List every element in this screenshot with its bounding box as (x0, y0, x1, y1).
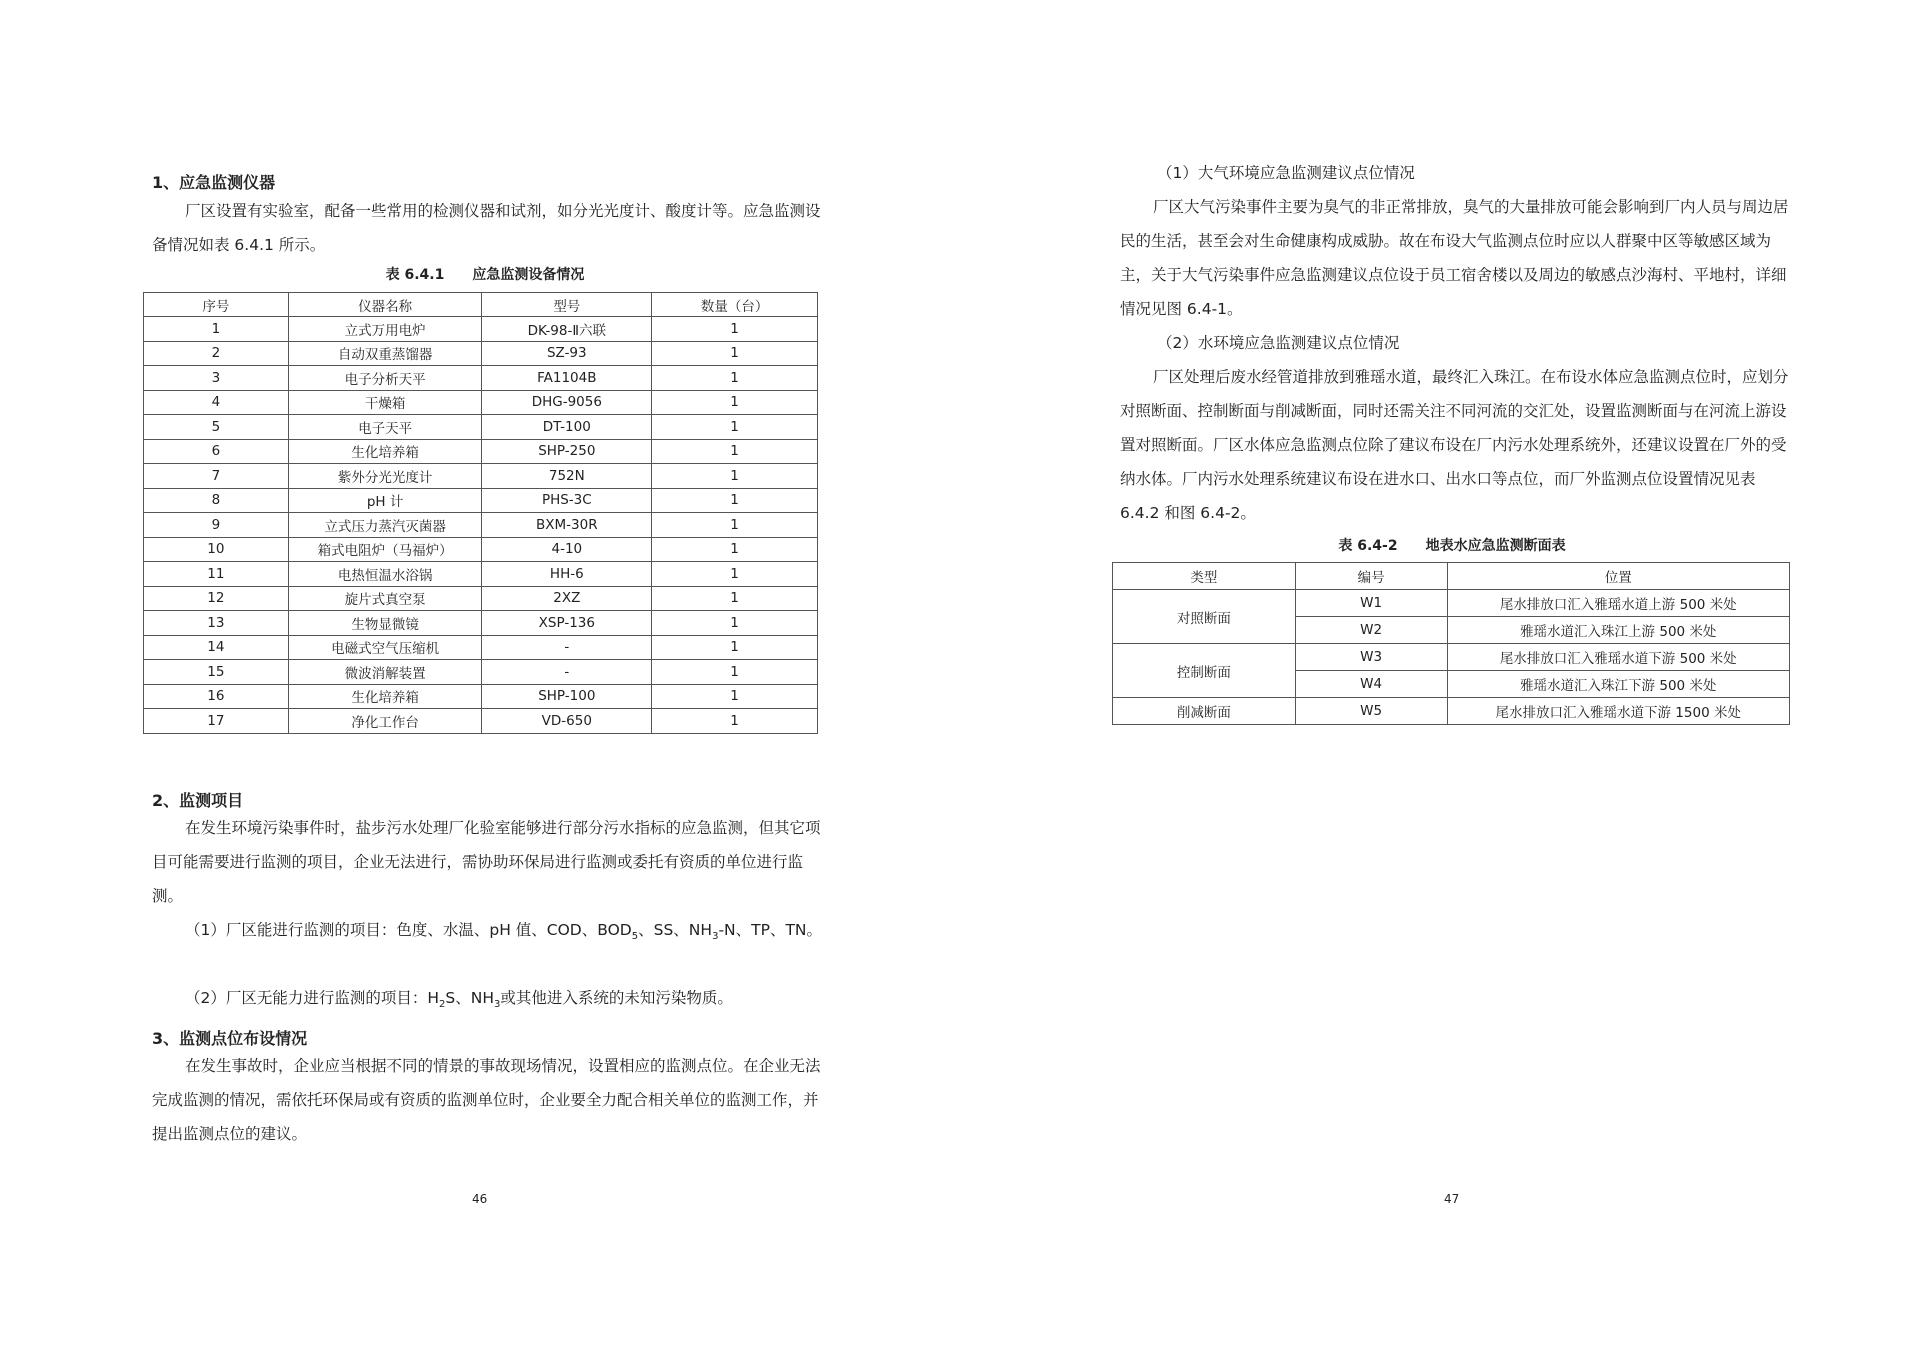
table-cell: VD-650 (482, 709, 652, 734)
table-cell: 2XZ (482, 586, 652, 611)
table-cell: 生化培养箱 (288, 684, 482, 709)
table-cell: DHG-9056 (482, 390, 652, 415)
table-row (144, 488, 818, 513)
table-cell: 雅瑶水道汇入珠江上游 500 米处 (1447, 617, 1790, 644)
table-cell: 净化工作台 (288, 709, 482, 734)
table-cell: W2 (1295, 617, 1447, 644)
table-cell: 1 (652, 439, 818, 464)
table-cell: 752N (482, 464, 652, 489)
table-header-cell: 仪器名称 (288, 293, 482, 317)
table-cell: 7 (144, 464, 289, 489)
table-cell: 4-10 (482, 537, 652, 562)
table-cell: DK-98-Ⅱ六联 (482, 317, 652, 342)
table-cell: 8 (144, 488, 289, 513)
section-3-title: 3、监测点位布设情况 (152, 1029, 308, 1048)
table-cell: 12 (144, 586, 289, 611)
table-cell: 3 (144, 366, 289, 391)
table-row (144, 709, 818, 734)
table-row (144, 439, 818, 464)
equipment-table (143, 292, 818, 734)
table-header-cell: 类型 (1113, 563, 1296, 590)
section-1-title: 1、应急监测仪器 (152, 173, 276, 192)
table-cell: 1 (652, 366, 818, 391)
table-cell: 1 (144, 317, 289, 342)
table-cell: 箱式电阻炉（马福炉） (288, 537, 482, 562)
table-cell: W3 (1295, 644, 1447, 671)
table-cell: W1 (1295, 590, 1447, 617)
table-cell: 自动双重蒸馏器 (288, 341, 482, 366)
table-row (144, 317, 818, 342)
table-cell: 10 (144, 537, 289, 562)
table-row (144, 366, 818, 391)
table-cell: 尾水排放口汇入雅瑶水道下游 1500 米处 (1447, 698, 1790, 725)
table-cell: 生物显微镜 (288, 611, 482, 636)
table-cell: W5 (1295, 698, 1447, 725)
table-cell: 尾水排放口汇入雅瑶水道上游 500 米处 (1447, 590, 1790, 617)
table-header-row (144, 293, 818, 317)
table-cell: 1 (652, 709, 818, 734)
table-1-caption: 表 6.4.1 应急监测设备情况 (385, 267, 585, 283)
table-header-cell: 型号 (482, 293, 652, 317)
table-row (144, 464, 818, 489)
section-2-paragraph: 在发生环境污染事件时，盐步污水处理厂化验室能够进行部分污水指标的应急监测，但其它项目可能需要进行监测的项目，企业无法进行，需协助环保局进行监测或委托有资质的单位进行监测。 (152, 819, 821, 905)
table-cell: 1 (652, 415, 818, 440)
table-cell: 4 (144, 390, 289, 415)
table-row (1113, 698, 1790, 725)
table-header-cell: 位置 (1447, 563, 1790, 590)
table-cell: 雅瑶水道汇入珠江下游 500 米处 (1447, 671, 1790, 698)
table-row (144, 341, 818, 366)
table-cell: 尾水排放口汇入雅瑶水道下游 500 米处 (1447, 644, 1790, 671)
table-cell: 1 (652, 513, 818, 538)
table-row (144, 415, 818, 440)
table-cell: PHS-3C (482, 488, 652, 513)
table-cell: 17 (144, 709, 289, 734)
table-cell: 立式压力蒸汽灭菌器 (288, 513, 482, 538)
section-2-item-2: （2）厂区无能力进行监测的项目：$H_2S$、$NH_3$或其他进入系统的未知污染物质。 (185, 989, 733, 1011)
table-cell: 1 (652, 586, 818, 611)
subsection-1-title: （1）大气环境应急监测建议点位情况 (1157, 164, 1415, 182)
table-row (144, 513, 818, 538)
table-row (1113, 644, 1790, 671)
table-cell: W4 (1295, 671, 1447, 698)
table-cell: SZ-93 (482, 341, 652, 366)
table-cell: SHP-100 (482, 684, 652, 709)
table-cell: FA1104B (482, 366, 652, 391)
table-cell: 电子天平 (288, 415, 482, 440)
table-cell: BXM-30R (482, 513, 652, 538)
table-row (144, 611, 818, 636)
section-type-cell: 削减断面 (1113, 698, 1296, 725)
table-cell: pH 计 (288, 488, 482, 513)
table-cell: 11 (144, 562, 289, 587)
subsection-2-title: （2）水环境应急监测建议点位情况 (1157, 334, 1400, 352)
table-cell: 1 (652, 562, 818, 587)
table-cell: DT-100 (482, 415, 652, 440)
table-cell: - (482, 635, 652, 660)
table-cell: 电热恒温水浴锅 (288, 562, 482, 587)
table-row (144, 562, 818, 587)
table-cell: 1 (652, 611, 818, 636)
section-type-cell: 对照断面 (1113, 590, 1296, 644)
table-cell: 电子分析天平 (288, 366, 482, 391)
table-cell: 9 (144, 513, 289, 538)
table-cell: 1 (652, 464, 818, 489)
table-cell: HH-6 (482, 562, 652, 587)
table-cell: 1 (652, 684, 818, 709)
page-number: 47 (1444, 1192, 1460, 1206)
section-2-title: 2、监测项目 (152, 791, 244, 810)
table-cell: SHP-250 (482, 439, 652, 464)
table-row (144, 390, 818, 415)
page-number: 46 (472, 1192, 488, 1206)
table-row (144, 660, 818, 685)
table-cell: 1 (652, 488, 818, 513)
table-cell: - (482, 660, 652, 685)
table-row (144, 586, 818, 611)
table-cell: 紫外分光光度计 (288, 464, 482, 489)
table-cell: 1 (652, 660, 818, 685)
table-cell: 5 (144, 415, 289, 440)
subsection-2-paragraph: 厂区处理后废水经管道排放到雅瑶水道，最终汇入珠江。在布设水体应急监测点位时，应划分对照断面、控制断面与削减断面，同时还需关注不同河流的交汇处，设置监测断面与在河流上游设置对照断面。厂区水体应急监测点位除了建议布设在厂内污水处理系统外，还建议设置在厂外的受纳水体。厂内污水处理系统建议布设在进水口、出水口等点位，而厂外监测点位设置情况见表 6.4.2 和图 6.4-2。 (1120, 368, 1789, 522)
monitoring-section-table (1112, 562, 1790, 725)
table-row (144, 537, 818, 562)
table-header-cell: 序号 (144, 293, 289, 317)
table-cell: 1 (652, 341, 818, 366)
section-3-paragraph: 在发生事故时，企业应当根据不同的情景的事故现场情况，设置相应的监测点位。在企业无法完成监测的情况，需依托环保局或有资质的监测单位时，企业要全力配合相关单位的监测工作，并提出监测点位的建议。 (152, 1057, 821, 1143)
table-cell: 15 (144, 660, 289, 685)
section-2-item-1: （1）厂区能进行监测的项目：色度、水温、pH 值、COD、$BOD_5$、SS、$NH_3-N$、TP、TN。 (185, 921, 823, 943)
table-cell: 6 (144, 439, 289, 464)
table-cell: 2 (144, 341, 289, 366)
table-cell: 1 (652, 317, 818, 342)
table-cell: 13 (144, 611, 289, 636)
section-1-paragraph: 厂区设置有实验室，配备一些常用的检测仪器和试剂，如分光光度计、酸度计等。应急监测设备情况如表 6.4.1 所示。 (152, 202, 821, 254)
table-row (1113, 590, 1790, 617)
table-cell: 立式万用电炉 (288, 317, 482, 342)
table-cell: 14 (144, 635, 289, 660)
table-header-cell: 数量（台） (652, 293, 818, 317)
table-cell: 微波消解装置 (288, 660, 482, 685)
table-cell: 1 (652, 390, 818, 415)
table-cell: XSP-136 (482, 611, 652, 636)
table-cell: 16 (144, 684, 289, 709)
table-cell: 旋片式真空泵 (288, 586, 482, 611)
table-row (144, 635, 818, 660)
section-type-cell: 控制断面 (1113, 644, 1296, 698)
table-2-caption: 表 6.4-2 地表水应急监测断面表 (1338, 538, 1566, 554)
table-header-cell: 编号 (1295, 563, 1447, 590)
table-cell: 电磁式空气压缩机 (288, 635, 482, 660)
subsection-1-paragraph: 厂区大气污染事件主要为臭气的非正常排放，臭气的大量排放可能会影响到厂内人员与周边居民的生活，甚至会对生命健康构成威胁。故在布设大气监测点位时应以人群聚中区等敏感区域为主，关于大气污染事件应急监测建议点位设于员工宿舍楼以及周边的敏感点沙海村、平地村，详细情况见图 6.4-1。 (1120, 198, 1789, 318)
table-row (144, 684, 818, 709)
table-header-row (1113, 563, 1790, 590)
table-cell: 干燥箱 (288, 390, 482, 415)
table-cell: 1 (652, 635, 818, 660)
table-cell: 1 (652, 537, 818, 562)
table-cell: 生化培养箱 (288, 439, 482, 464)
